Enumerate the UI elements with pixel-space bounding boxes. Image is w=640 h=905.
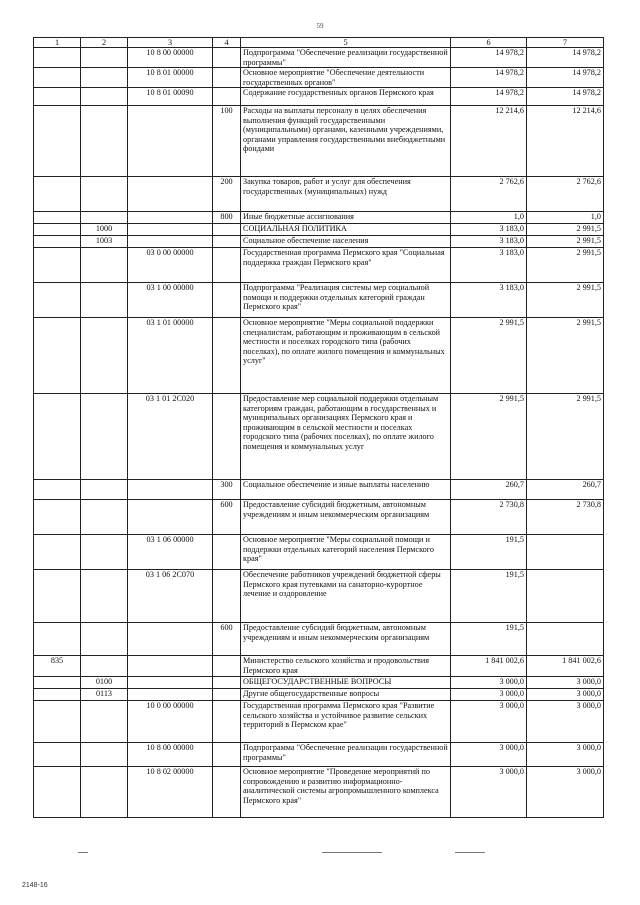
description-cell: Закупка товаров, работ и услуг для обеспечения государственных (муниципальных) нужд <box>241 177 451 212</box>
table-row <box>34 743 604 767</box>
description-cell: Подпрограмма "Реализация системы мер социальной помощи и поддержки отдельных категорий граждан Пермского края" <box>241 283 451 318</box>
description-cell: Подпрограмма "Обеспечение реализации государственной программы" <box>241 48 451 68</box>
section-code-cell: 0100 <box>81 677 128 689</box>
amount-2018-cell: 3 183,0 <box>451 224 527 236</box>
table-row <box>34 88 604 106</box>
amount-2018-cell: 3 183,0 <box>451 248 527 283</box>
admin-code-cell <box>34 767 81 818</box>
scan-mark <box>78 852 88 853</box>
table-row <box>34 767 604 818</box>
table-row <box>34 212 604 224</box>
header-cell: 6 <box>451 38 527 48</box>
amount-2019-cell: 14 978,2 <box>527 68 604 88</box>
amount-2018-cell: 1,0 <box>451 212 527 224</box>
amount-2019-cell: 3 000,0 <box>527 743 604 767</box>
amount-2019-cell: 2 991,5 <box>527 236 604 248</box>
table-row <box>34 623 604 656</box>
target-code-cell: 03 1 01 00000 <box>128 318 213 394</box>
section-code-cell <box>81 394 128 480</box>
scan-mark <box>455 852 485 853</box>
admin-code-cell <box>34 177 81 212</box>
description-cell: Предоставление мер социальной поддержки отдельным категориям граждан, работающим в государственных и муниципальных организациях Пермского края и проживающим в сельской местности и поселках городского типа (рабочих поселках), по оплате жилого помещения и коммунальных услуг <box>241 394 451 480</box>
description-cell: Основное мероприятие "Меры социальной поддержки специалистам, работающим и проживающим в сельской местности и поселках городского типа (рабочих поселках), по оплате жилого помещения и коммунальных услуг" <box>241 318 451 394</box>
table-row <box>34 48 604 68</box>
section-code-cell <box>81 106 128 177</box>
target-code-cell <box>128 689 213 701</box>
amount-2019-cell <box>527 535 604 570</box>
expense-type-cell <box>213 318 241 394</box>
amount-2019-cell: 14 978,2 <box>527 88 604 106</box>
target-code-cell <box>128 500 213 535</box>
table-row <box>34 535 604 570</box>
section-code-cell <box>81 212 128 224</box>
target-code-cell <box>128 480 213 500</box>
expense-type-cell <box>213 701 241 743</box>
admin-code-cell <box>34 236 81 248</box>
table-row <box>34 394 604 480</box>
admin-code-cell: 835 <box>34 656 81 677</box>
admin-code-cell <box>34 480 81 500</box>
target-code-cell <box>128 656 213 677</box>
target-code-cell <box>128 224 213 236</box>
amount-2019-cell: 2 762,6 <box>527 177 604 212</box>
page-number: 59 <box>316 22 324 30</box>
description-cell: Социальное обеспечение населения <box>241 236 451 248</box>
section-code-cell <box>81 248 128 283</box>
amount-2019-cell: 2 991,5 <box>527 283 604 318</box>
admin-code-cell <box>34 318 81 394</box>
admin-code-cell <box>34 689 81 701</box>
amount-2018-cell: 2 991,5 <box>451 318 527 394</box>
target-code-cell <box>128 177 213 212</box>
target-code-cell: 10 8 00 00000 <box>128 48 213 68</box>
amount-2019-cell: 260,7 <box>527 480 604 500</box>
amount-2019-cell: 12 214,6 <box>527 106 604 177</box>
header-cell: 5 <box>241 38 451 48</box>
table-row <box>34 656 604 677</box>
target-code-cell: 03 1 01 2С020 <box>128 394 213 480</box>
target-code-cell: 10 0 00 00000 <box>128 701 213 743</box>
amount-2018-cell: 191,5 <box>451 570 527 623</box>
header-row <box>34 38 604 48</box>
target-code-cell <box>128 212 213 224</box>
description-cell: Предоставление субсидий бюджетным, автономным учреждениям и иным некоммерческим организациям <box>241 500 451 535</box>
header-cell: 2 <box>81 38 128 48</box>
admin-code-cell <box>34 224 81 236</box>
amount-2018-cell: 3 183,0 <box>451 283 527 318</box>
admin-code-cell <box>34 394 81 480</box>
description-cell: Социальное обеспечение и иные выплаты населению <box>241 480 451 500</box>
amount-2018-cell: 3 000,0 <box>451 767 527 818</box>
description-cell: Министерство сельского хозяйства и продовольствия Пермского края <box>241 656 451 677</box>
table-row <box>34 177 604 212</box>
target-code-cell: 03 1 06 2С070 <box>128 570 213 623</box>
expense-type-cell <box>213 48 241 68</box>
header-cell: 3 <box>128 38 213 48</box>
document-code: 2148-16 <box>22 882 48 889</box>
table-row <box>34 248 604 283</box>
amount-2018-cell: 191,5 <box>451 623 527 656</box>
expense-type-cell <box>213 236 241 248</box>
section-code-cell <box>81 480 128 500</box>
amount-2019-cell: 3 000,0 <box>527 701 604 743</box>
admin-code-cell <box>34 88 81 106</box>
amount-2019-cell: 2 991,5 <box>527 394 604 480</box>
description-cell: Расходы на выплаты персоналу в целях обеспечения выполнения функций государственными (муниципальными) органами, казенными учреждениями, органами управления государственными внебюджетными фондами <box>241 106 451 177</box>
target-code-cell: 03 1 06 00000 <box>128 535 213 570</box>
table-row <box>34 480 604 500</box>
target-code-cell: 10 8 01 00090 <box>128 88 213 106</box>
section-code-cell: 1000 <box>81 224 128 236</box>
description-cell: СОЦИАЛЬНАЯ ПОЛИТИКА <box>241 224 451 236</box>
target-code-cell <box>128 623 213 656</box>
amount-2019-cell: 2 991,5 <box>527 318 604 394</box>
target-code-cell <box>128 106 213 177</box>
section-code-cell <box>81 88 128 106</box>
section-code-cell <box>81 177 128 212</box>
amount-2018-cell: 3 183,0 <box>451 236 527 248</box>
amount-2019-cell: 2 991,5 <box>527 248 604 283</box>
section-code-cell <box>81 570 128 623</box>
admin-code-cell <box>34 701 81 743</box>
section-code-cell <box>81 743 128 767</box>
section-code-cell <box>81 68 128 88</box>
expense-type-cell <box>213 535 241 570</box>
amount-2019-cell: 1,0 <box>527 212 604 224</box>
section-code-cell <box>81 767 128 818</box>
expense-type-cell: 600 <box>213 500 241 535</box>
admin-code-cell <box>34 500 81 535</box>
amount-2018-cell: 3 000,0 <box>451 701 527 743</box>
description-cell: Основное мероприятие "Обеспечение деятельности государственных органов" <box>241 68 451 88</box>
table-row <box>34 318 604 394</box>
expense-type-cell <box>213 656 241 677</box>
description-cell: Основное мероприятие "Проведение мероприятий по сопровождению и развитию информационно-аналитической системы агропромышленного комплекса Пермского края" <box>241 767 451 818</box>
description-cell: Другие общегосударственные вопросы <box>241 689 451 701</box>
target-code-cell <box>128 677 213 689</box>
amount-2018-cell: 3 000,0 <box>451 743 527 767</box>
header-cell: 1 <box>34 38 81 48</box>
expense-type-cell <box>213 767 241 818</box>
table-row <box>34 106 604 177</box>
expense-type-cell <box>213 88 241 106</box>
description-cell: Государственная программа Пермского края "Социальная поддержка граждан Пермского края" <box>241 248 451 283</box>
table-row <box>34 570 604 623</box>
expense-type-cell: 600 <box>213 623 241 656</box>
section-code-cell <box>81 701 128 743</box>
amount-2018-cell: 1 841 002,6 <box>451 656 527 677</box>
description-cell: Иные бюджетные ассигнования <box>241 212 451 224</box>
section-code-cell <box>81 318 128 394</box>
scan-mark <box>322 852 382 853</box>
amount-2018-cell: 2 730,8 <box>451 500 527 535</box>
expense-type-cell <box>213 689 241 701</box>
admin-code-cell <box>34 283 81 318</box>
admin-code-cell <box>34 570 81 623</box>
expense-type-cell: 200 <box>213 177 241 212</box>
expense-type-cell: 300 <box>213 480 241 500</box>
header-cell: 4 <box>213 38 241 48</box>
expense-type-cell <box>213 570 241 623</box>
expense-type-cell <box>213 224 241 236</box>
target-code-cell <box>128 236 213 248</box>
table-row <box>34 689 604 701</box>
amount-2018-cell: 2 991,5 <box>451 394 527 480</box>
section-code-cell: 1003 <box>81 236 128 248</box>
target-code-cell: 10 8 00 00000 <box>128 743 213 767</box>
amount-2018-cell: 12 214,6 <box>451 106 527 177</box>
amount-2019-cell: 2 991,5 <box>527 224 604 236</box>
section-code-cell <box>81 283 128 318</box>
admin-code-cell <box>34 248 81 283</box>
table-row <box>34 701 604 743</box>
expense-type-cell: 100 <box>213 106 241 177</box>
amount-2019-cell: 2 730,8 <box>527 500 604 535</box>
expense-type-cell <box>213 283 241 318</box>
admin-code-cell <box>34 743 81 767</box>
description-cell: Подпрограмма "Обеспечение реализации государственной программы" <box>241 743 451 767</box>
admin-code-cell <box>34 535 81 570</box>
table-row <box>34 68 604 88</box>
table-row <box>34 283 604 318</box>
section-code-cell <box>81 535 128 570</box>
section-code-cell <box>81 48 128 68</box>
amount-2019-cell: 14 978,2 <box>527 48 604 68</box>
admin-code-cell <box>34 48 81 68</box>
table-row <box>34 236 604 248</box>
section-code-cell: 0113 <box>81 689 128 701</box>
amount-2018-cell: 14 978,2 <box>451 88 527 106</box>
target-code-cell: 03 0 00 00000 <box>128 248 213 283</box>
amount-2019-cell <box>527 623 604 656</box>
table-row <box>34 224 604 236</box>
expense-type-cell: 800 <box>213 212 241 224</box>
amount-2018-cell: 3 000,0 <box>451 689 527 701</box>
description-cell: Обеспечение работников учреждений бюджетной сферы Пермского края путевками на санаторно-курортное лечение и оздоровление <box>241 570 451 623</box>
target-code-cell: 10 8 01 00000 <box>128 68 213 88</box>
description-cell: Предоставление субсидий бюджетным, автономным учреждениям и иным некоммерческим организациям <box>241 623 451 656</box>
budget-table <box>33 37 604 818</box>
expense-type-cell <box>213 743 241 767</box>
target-code-cell: 10 8 02 00000 <box>128 767 213 818</box>
description-cell: Содержание государственных органов Пермского края <box>241 88 451 106</box>
expense-type-cell <box>213 68 241 88</box>
admin-code-cell <box>34 677 81 689</box>
amount-2018-cell: 14 978,2 <box>451 68 527 88</box>
admin-code-cell <box>34 68 81 88</box>
amount-2018-cell: 260,7 <box>451 480 527 500</box>
target-code-cell: 03 1 00 00000 <box>128 283 213 318</box>
description-cell: ОБЩЕГОСУДАРСТВЕННЫЕ ВОПРОСЫ <box>241 677 451 689</box>
admin-code-cell <box>34 623 81 656</box>
amount-2019-cell: 3 000,0 <box>527 689 604 701</box>
section-code-cell <box>81 656 128 677</box>
amount-2018-cell: 2 762,6 <box>451 177 527 212</box>
amount-2019-cell: 1 841 002,6 <box>527 656 604 677</box>
amount-2019-cell: 3 000,0 <box>527 677 604 689</box>
amount-2018-cell: 3 000,0 <box>451 677 527 689</box>
expense-type-cell <box>213 394 241 480</box>
section-code-cell <box>81 623 128 656</box>
table-row <box>34 677 604 689</box>
header-cell: 7 <box>527 38 604 48</box>
section-code-cell <box>81 500 128 535</box>
description-cell: Государственная программа Пермского края "Развитие сельского хозяйства и устойчивое развитие сельских территорий в Пермском крае" <box>241 701 451 743</box>
table-row <box>34 500 604 535</box>
amount-2019-cell <box>527 570 604 623</box>
amount-2019-cell: 3 000,0 <box>527 767 604 818</box>
amount-2018-cell: 191,5 <box>451 535 527 570</box>
amount-2018-cell: 14 978,2 <box>451 48 527 68</box>
expense-type-cell <box>213 248 241 283</box>
description-cell: Основное мероприятие "Меры социальной помощи и поддержки отдельных категорий населения Пермского края" <box>241 535 451 570</box>
admin-code-cell <box>34 212 81 224</box>
expense-type-cell <box>213 677 241 689</box>
admin-code-cell <box>34 106 81 177</box>
